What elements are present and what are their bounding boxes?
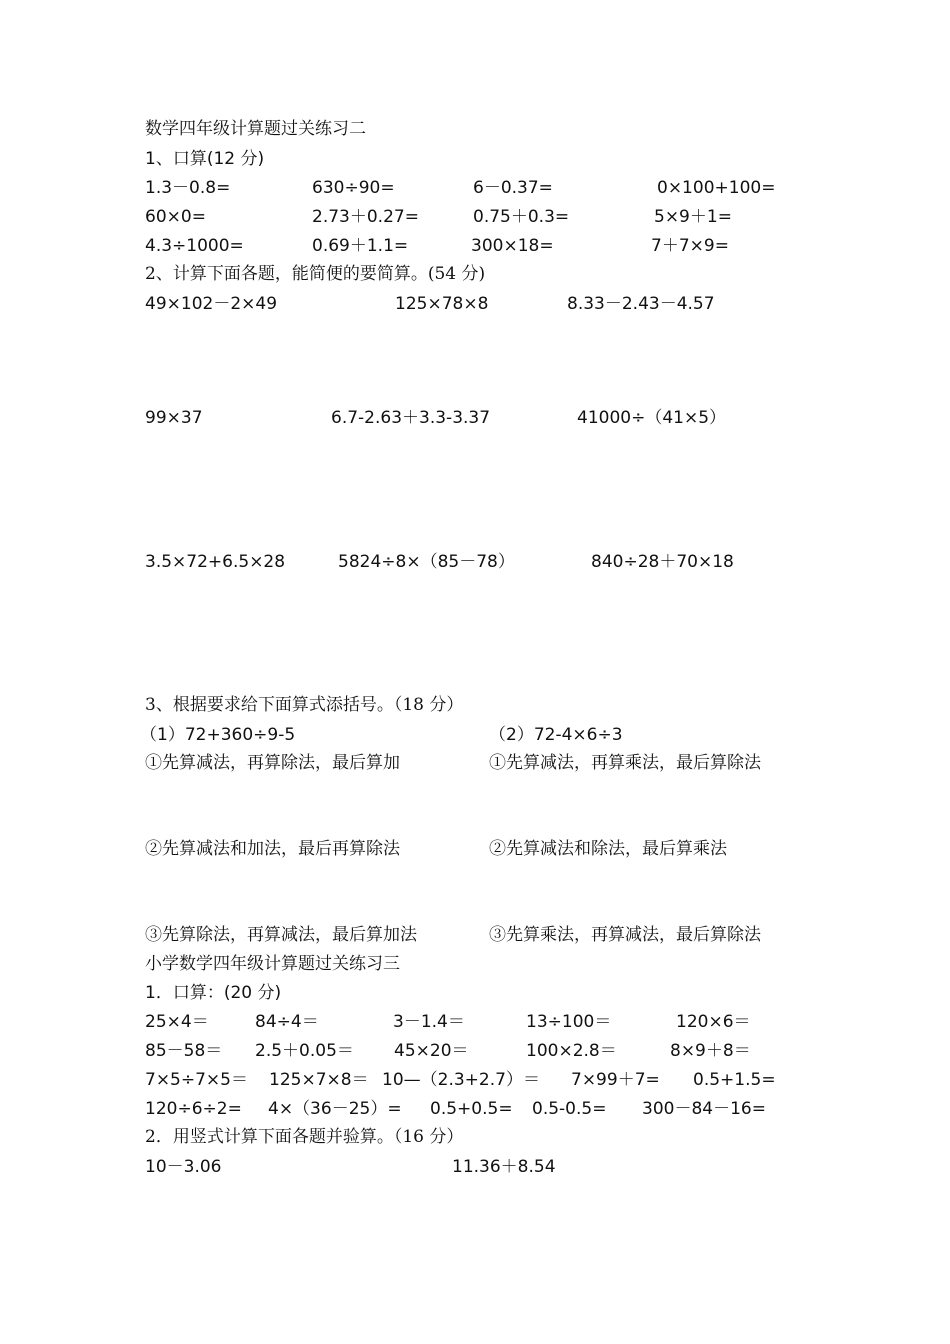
oral-calc-item: 0.69＋1.1= [312,236,409,256]
bracket-instruction: ①先算减法，再算乘法，最后算除法 [489,753,761,773]
oral-calc-item: 630÷90= [312,178,395,198]
oral-calc-item: 85－58＝ [145,1041,223,1061]
oral-calc-item: 1.3－0.8= [145,178,231,198]
oral-calc-item: 25×4＝ [145,1012,209,1032]
oral-calc-item: 7＋7×9= [651,236,729,256]
calc-problem: 49×102－2×49 [145,294,278,314]
oral-calc-item: 84÷4＝ [255,1012,319,1032]
calc-problem: 8.33－2.43－4.57 [567,294,715,314]
practice2-q2-heading: 2、计算下面各题，能简便的要简算。(54 分) [145,264,486,284]
practice2-q1-heading: 1、口算(12 分) [145,149,265,169]
bracket-instruction: ②先算减法和加法，最后再算除法 [145,839,400,859]
practice3-title: 小学数学四年级计算题过关练习三 [145,954,400,974]
practice3-q1-heading: 1．口算：(20 分) [145,983,282,1003]
practice3-q2-heading: 2．用竖式计算下面各题并验算。（16 分） [145,1127,464,1147]
vertical-calc-problem: 10－3.06 [145,1157,222,1177]
oral-calc-item: 3－1.4＝ [393,1012,465,1032]
oral-calc-item: 10—（2.3+2.7）＝ [382,1070,540,1090]
bracket-instruction: ③先算乘法，再算减法，最后算除法 [489,925,761,945]
bracket-expression-1: （1）72+360÷9-5 [140,725,296,745]
bracket-instruction: ②先算减法和除法，最后算乘法 [489,839,727,859]
oral-calc-item: 0.5+1.5= [693,1070,776,1090]
oral-calc-item: 4.3÷1000= [145,236,244,256]
oral-calc-item: 100×2.8＝ [526,1041,617,1061]
oral-calc-item: 45×20＝ [394,1041,469,1061]
calc-problem: 41000÷（41×5） [577,408,727,428]
practice2-title: 数学四年级计算题过关练习二 [145,119,366,139]
oral-calc-item: 0.5+0.5= [430,1099,513,1119]
practice2-q3-heading: 3、根据要求给下面算式添括号。（18 分） [145,695,464,715]
oral-calc-item: 0.5-0.5= [532,1099,607,1119]
calc-problem: 840÷28＋70×18 [591,552,734,572]
oral-calc-item: 8×9＋8＝ [670,1041,751,1061]
calc-problem: 5824÷8×（85－78） [338,552,515,572]
oral-calc-item: 4×（36－25）= [268,1099,402,1119]
calc-problem: 3.5×72+6.5×28 [145,552,286,572]
oral-calc-item: 120×6＝ [676,1012,751,1032]
oral-calc-item: 2.73＋0.27= [312,207,419,227]
bracket-expression-2: （2）72-4×6÷3 [489,725,623,745]
oral-calc-item: 2.5＋0.05＝ [255,1041,354,1061]
oral-calc-item: 300－84－16= [642,1099,766,1119]
bracket-instruction: ③先算除法，再算减法，最后算加法 [145,925,417,945]
oral-calc-item: 300×18= [471,236,554,256]
oral-calc-item: 120÷6÷2= [145,1099,242,1119]
bracket-instruction: ①先算减法，再算除法，最后算加 [145,753,400,773]
oral-calc-item: 7×5÷7×5＝ [145,1070,248,1090]
oral-calc-item: 0×100+100= [657,178,776,198]
oral-calc-item: 125×7×8＝ [269,1070,369,1090]
vertical-calc-problem: 11.36＋8.54 [452,1157,556,1177]
oral-calc-item: 13÷100＝ [526,1012,612,1032]
calc-problem: 125×78×8 [395,294,489,314]
oral-calc-item: 5×9＋1= [654,207,732,227]
oral-calc-item: 7×99＋7= [571,1070,660,1090]
calc-problem: 6.7-2.63＋3.3-3.37 [331,408,491,428]
oral-calc-item: 6－0.37= [473,178,553,198]
calc-problem: 99×37 [145,408,203,428]
oral-calc-item: 0.75＋0.3= [473,207,570,227]
oral-calc-item: 60×0= [145,207,206,227]
